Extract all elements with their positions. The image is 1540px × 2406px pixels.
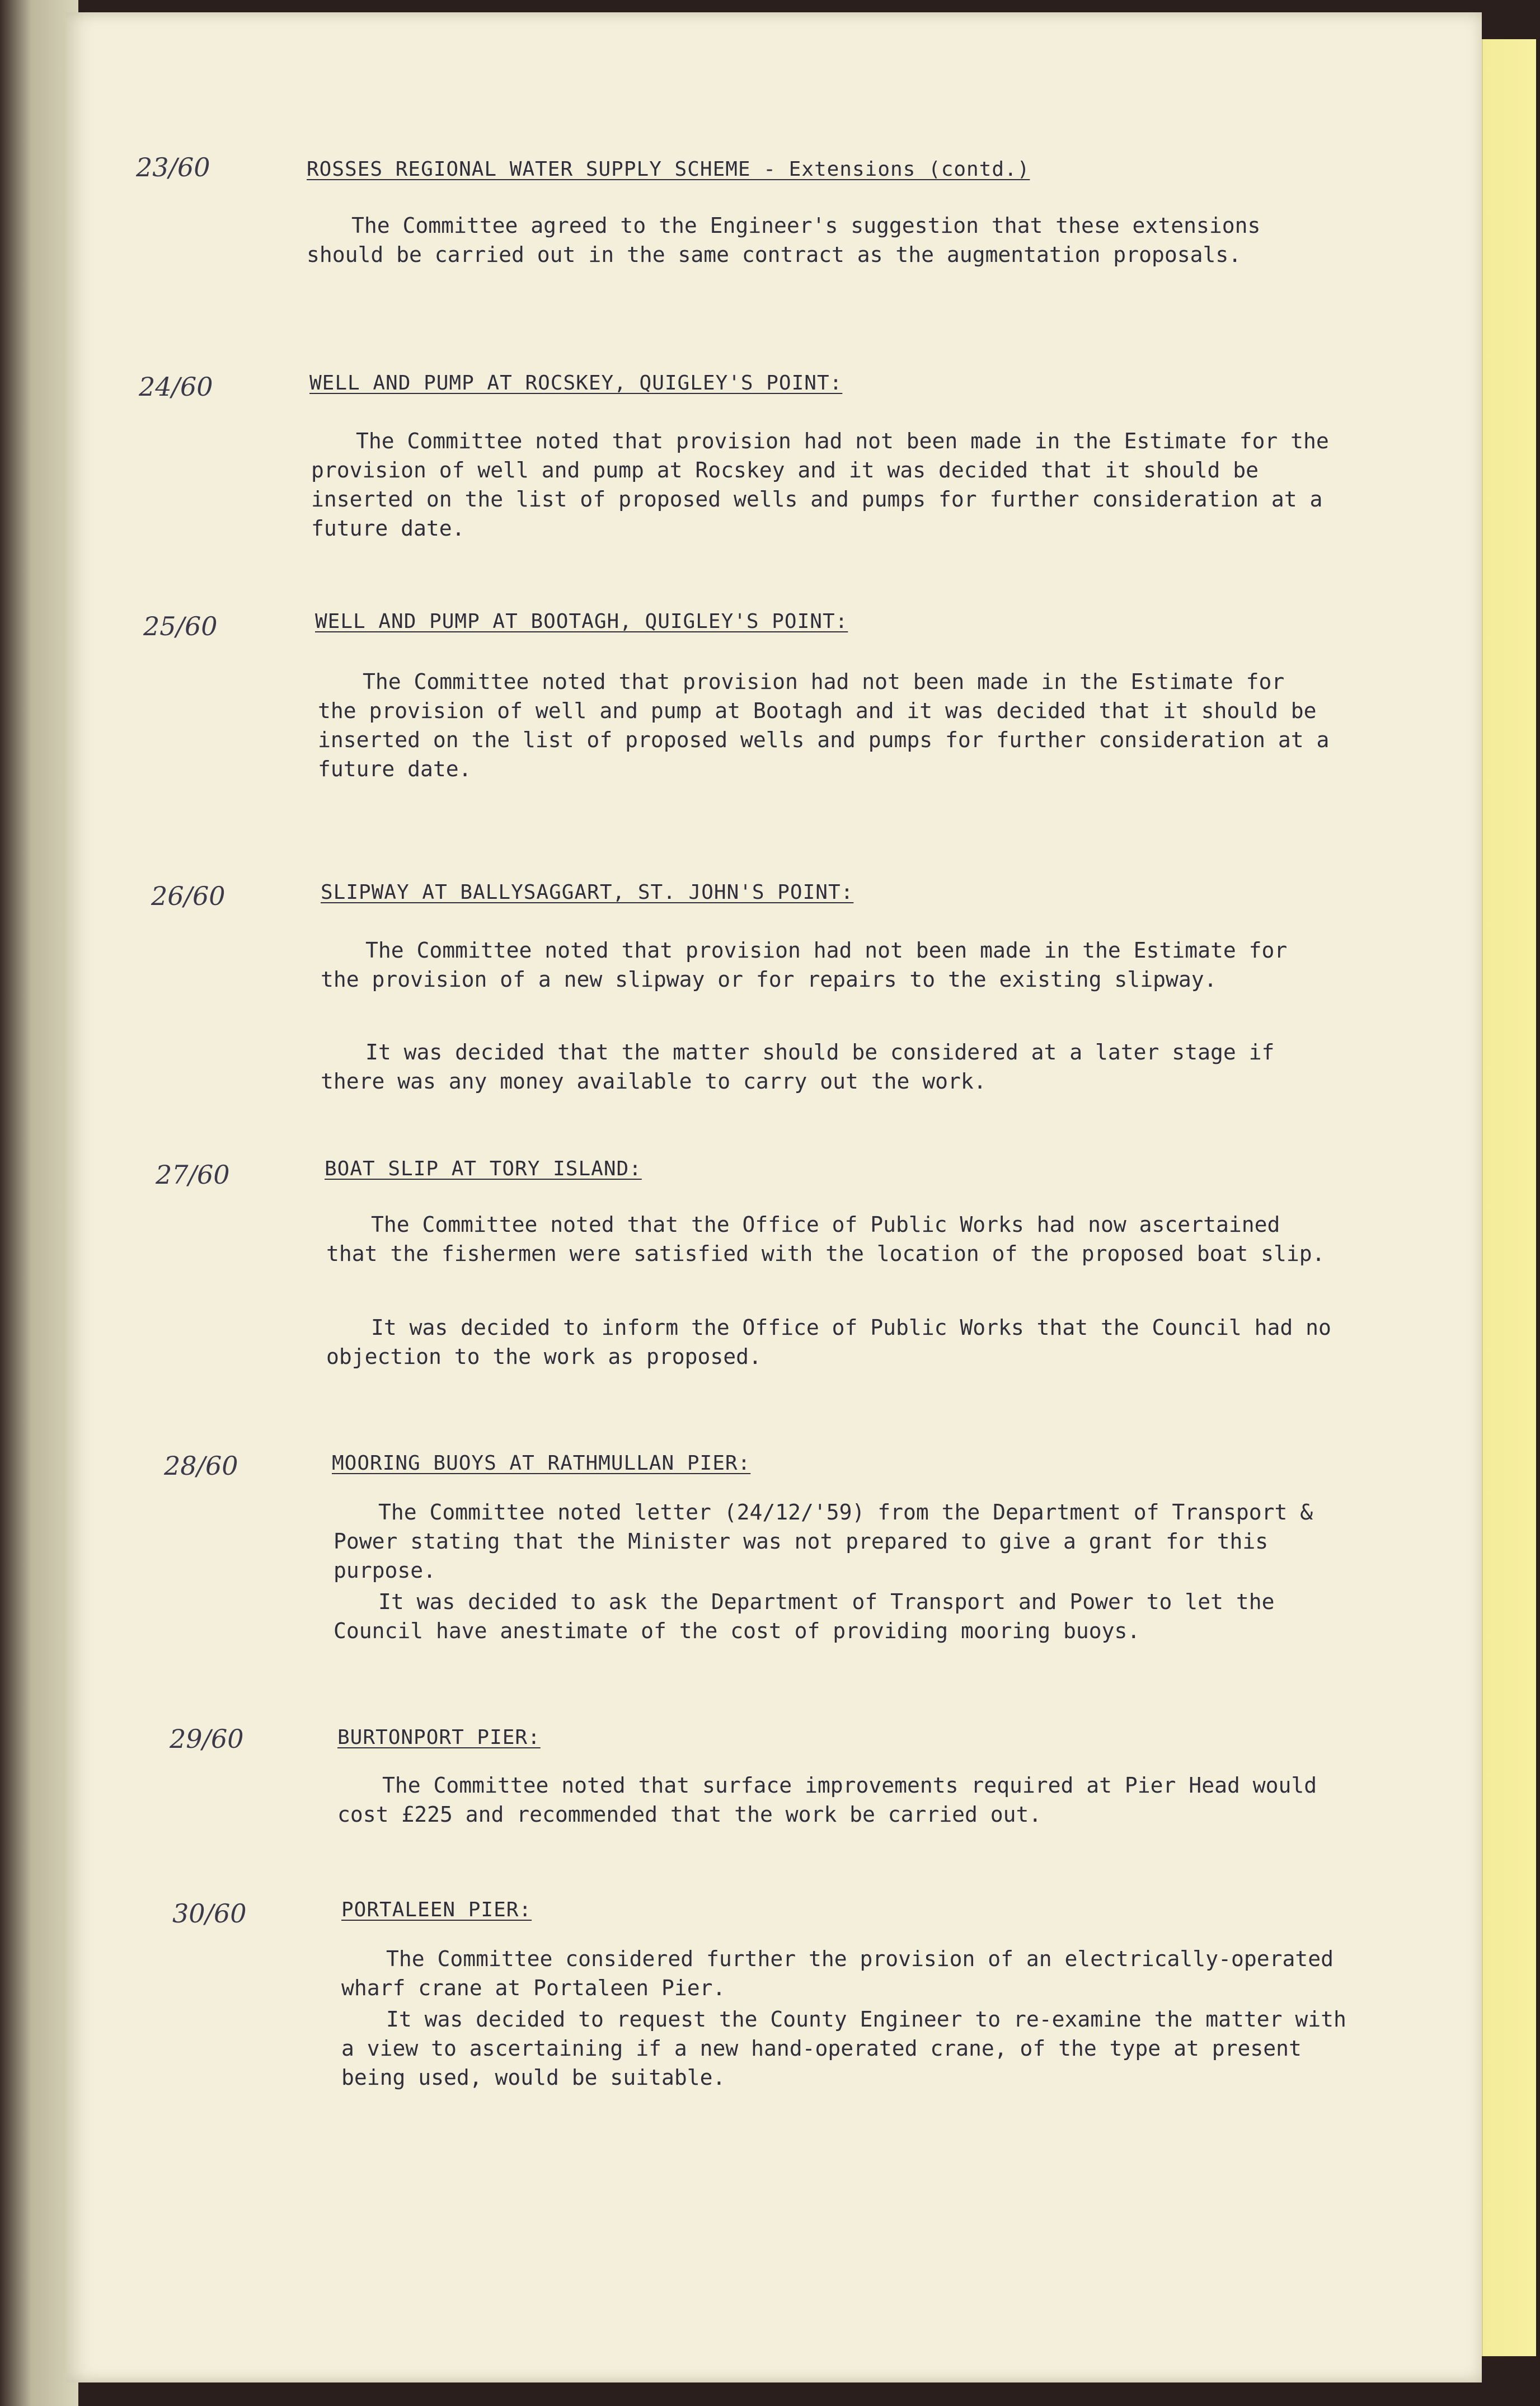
minute-paragraph: It was decided to inform the Office of Public Works that the Council had no objection to the work as proposed.: [326, 1315, 1331, 1369]
minute-paragraph: The Committee noted that provision had not been made in the Estimate for the provision of well and pump at Bootagh and it was decided that it should be inserted on the list of proposed wells and pumps for further consideration at a future date.: [318, 669, 1330, 781]
minute-paragraph: It was decided that the matter should be considered at a later stage if there was any money available to carry out the work.: [321, 1040, 1275, 1094]
document-page: [66, 12, 1482, 2382]
minute-paragraph: The Committee noted that surface improvements required at Pier Head would cost £225 and recommended that the work be carried out.: [337, 1773, 1317, 1827]
minute-paragraph: It was decided to request the County Engineer to re-examine the matter with a view to ascertaining if a new hand-operated crane, of the type at present being used, would be suitable.: [341, 2007, 1346, 2090]
minute-heading: WELL AND PUMP AT ROCSKEY, QUIGLEY'S POINT:: [309, 372, 843, 395]
minute-paragraph: The Committee noted letter (24/12/'59) from the Department of Transport & Power stating that the Minister was not prepared to give a grant for this purpose.: [334, 1500, 1313, 1583]
minute-heading: MOORING BUOYS AT RATHMULLAN PIER:: [332, 1452, 751, 1475]
minute-paragraph: It was decided to ask the Department of Transport and Power to let the Council have anestimate of the cost of providing mooring buoys.: [334, 1589, 1275, 1643]
minute-number: 25/60: [143, 611, 218, 641]
minute-heading: BURTONPORT PIER:: [337, 1726, 541, 1749]
minute-number: 28/60: [164, 1451, 238, 1481]
minute-number: 26/60: [151, 881, 226, 911]
minute-paragraph: The Committee considered further the provision of an electrically-operated wharf crane at Portaleen Pier.: [341, 1947, 1334, 2000]
yellow-insert-sheet: [1482, 39, 1536, 2356]
minute-number: 24/60: [139, 372, 213, 402]
minute-number: 27/60: [156, 1160, 230, 1190]
minute-heading: PORTALEEN PIER:: [341, 1898, 532, 1921]
minute-paragraph: The Committee noted that provision had not been made in the Estimate for the provision of well and pump at Rocskey and it was decided that it should be inserted on the list of proposed wells and pumps for further consideration at a future date.: [311, 429, 1329, 541]
minute-heading: SLIPWAY AT BALLYSAGGART, ST. JOHN'S POINT:: [321, 881, 854, 904]
minute-heading: BOAT SLIP AT TORY ISLAND:: [325, 1157, 642, 1180]
minute-number: 29/60: [170, 1724, 244, 1754]
minute-heading: ROSSES REGIONAL WATER SUPPLY SCHEME - Extensions (contd.): [307, 158, 1030, 181]
minute-number: 23/60: [136, 152, 210, 182]
minute-heading: WELL AND PUMP AT BOOTAGH, QUIGLEY'S POINT:: [315, 610, 848, 633]
minute-number: 30/60: [172, 1898, 247, 1929]
minute-paragraph: The Committee noted that provision had not been made in the Estimate for the provision of a new slipway or for repairs to the existing slipway.: [321, 938, 1288, 992]
minute-paragraph: The Committee noted that the Office of Public Works had now ascertained that the fishermen were satisfied with the location of the proposed boat slip.: [326, 1212, 1325, 1266]
minute-paragraph: The Committee agreed to the Engineer's suggestion that these extensions should be carried out in the same contract as the augmentation proposals.: [307, 213, 1261, 267]
